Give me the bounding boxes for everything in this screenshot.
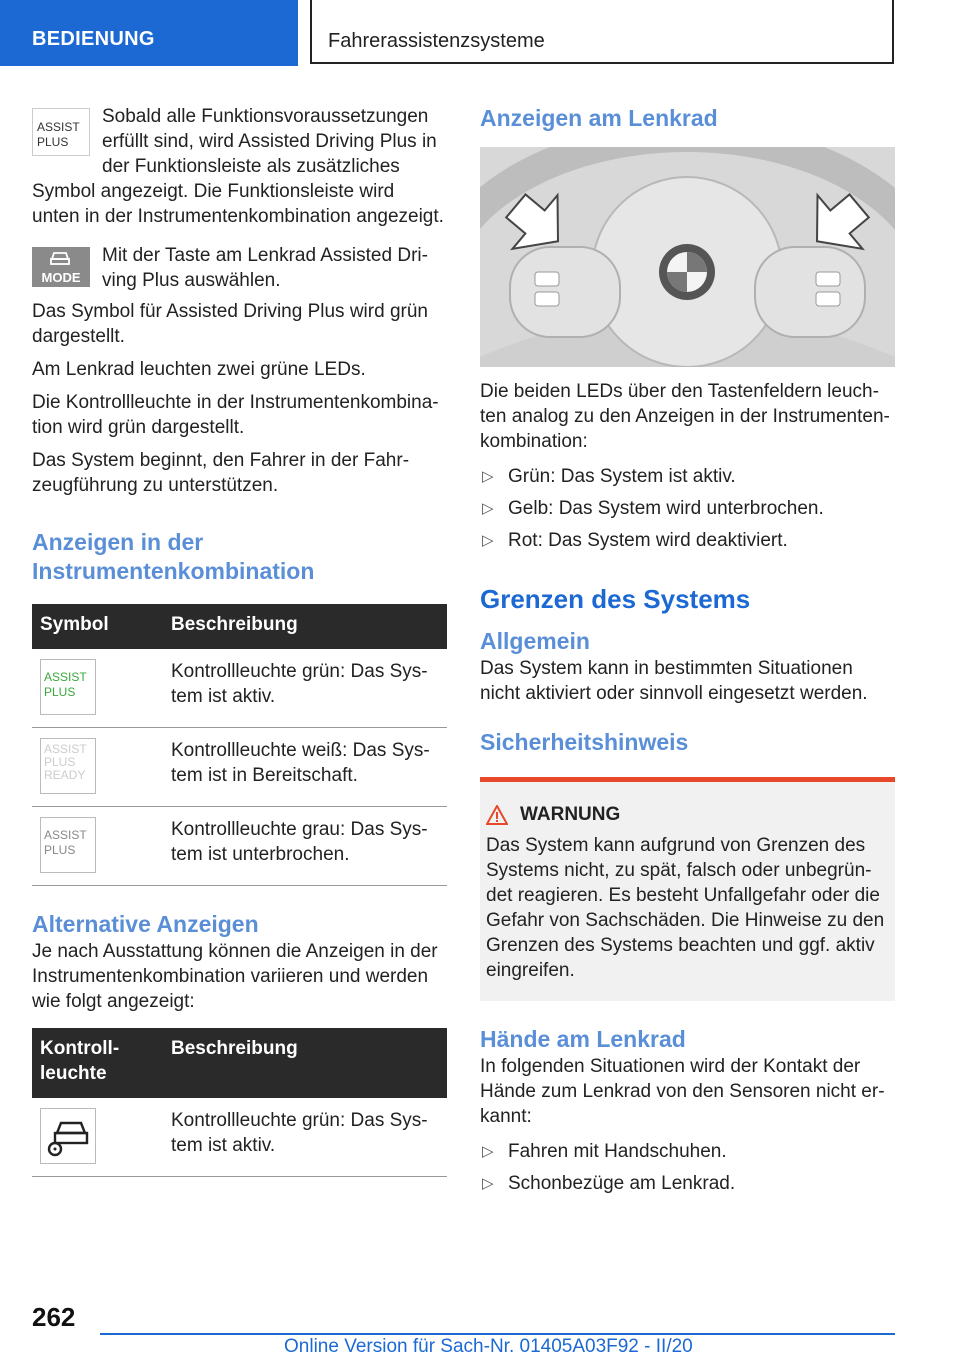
heading-general: Allgemein	[480, 628, 590, 654]
assist-plus-green-icon	[40, 659, 96, 715]
mode-paragraph: Mit der Taste am Lenkrad Assisted Driving Plus auswählen.	[102, 245, 428, 291]
table-row	[32, 1098, 447, 1177]
list-item	[480, 496, 895, 521]
icon-text: READY	[44, 768, 86, 782]
row-description: Kontrollleuchte weiß: Das System ist in Bereitschaft.	[163, 728, 447, 807]
list-item-text: Fahren mit Handschuhen.	[508, 1141, 727, 1162]
table-row	[32, 649, 447, 728]
table-header-symbol: Symbol	[32, 604, 163, 649]
paragraph-2: Am Lenkrad leuchten zwei grüne LEDs.	[32, 359, 366, 380]
heading-safety-note: Sicherheitshinweis	[480, 729, 689, 755]
list-item-text: Rot: Das System wird deaktiviert.	[508, 530, 788, 551]
assist-plus-icon	[32, 108, 90, 156]
list-item-text: Schonbezüge am Lenkrad.	[508, 1173, 736, 1194]
hands-on-wheel-icon	[40, 1108, 96, 1164]
list-item-text: Grün: Das System ist aktiv.	[508, 466, 736, 487]
warning-text: Das System kann aufgrund von Grenzen des Systems nicht, zu spät, falsch oder unbegründet reagieren. Es besteht Unfallgefahr oder die Gefahr von Sachschäden. Die Hinweise zu den Grenzen des Systems beachten und ggf. aktiv eingreifen.	[486, 835, 885, 981]
list-item	[480, 1139, 895, 1164]
mode-button-icon	[32, 247, 90, 287]
warning-box	[480, 777, 895, 1001]
table-row	[32, 728, 447, 807]
table-header-indicator: Kontrollleuchte	[32, 1028, 163, 1098]
paragraph-3: Die Kontrollleuchte in der Instrumentenkombination wird grün dargestellt.	[32, 392, 439, 438]
heading-steering-display: Anzeigen am Lenkrad	[480, 105, 718, 131]
warning-title: WARNUNG	[520, 804, 621, 825]
led-list	[480, 464, 895, 553]
section-title: BEDIENUNG	[32, 28, 155, 50]
left-column	[32, 104, 447, 1177]
car-icon	[49, 250, 71, 266]
row-description: Kontrollleuchte grau: Das System ist unterbrochen.	[163, 807, 447, 886]
chapter-title: Fahrerassistenzsysteme	[328, 30, 545, 52]
list-item	[480, 464, 895, 489]
heading-alternative: Alternative Anzeigen	[32, 911, 259, 937]
icon-text: PLUS	[44, 843, 76, 857]
triangle-bullet-icon: ▷	[482, 532, 494, 549]
right-column	[480, 104, 895, 1203]
list-item-text: Gelb: Das System wird unterbrochen.	[508, 498, 824, 519]
table-alternative	[32, 1028, 447, 1177]
icon-text: ASSIST	[44, 828, 87, 842]
table-header-description: Beschreibung	[163, 604, 447, 649]
table-header-description: Beschreibung	[163, 1028, 447, 1098]
mode-label: MODE	[41, 270, 81, 285]
list-item	[480, 1171, 895, 1196]
list-item	[480, 528, 895, 553]
alternative-paragraph: Je nach Ausstattung können die Anzeigen in der Instrumentenkombination variieren und werden wie folgt angezeigt:	[32, 941, 438, 1012]
row-description: Kontrollleuchte grün: Das System ist aktiv.	[163, 1098, 447, 1177]
warning-triangle-icon	[486, 805, 508, 825]
hands-list	[480, 1139, 895, 1196]
triangle-bullet-icon: ▷	[482, 468, 494, 485]
warning-header	[486, 802, 887, 827]
heading-system-limits: Grenzen des Systems	[480, 584, 751, 614]
paragraph-4: Das System beginnt, den Fahrer in der Fahrzeugführung zu unterstützen.	[32, 450, 410, 496]
table-indicators	[32, 604, 447, 886]
triangle-bullet-icon: ▷	[482, 1143, 494, 1160]
chapter-tab	[310, 0, 894, 64]
icon-text: ASSIST	[44, 742, 87, 756]
heading-hands-on-wheel: Hände am Lenkrad	[480, 1026, 686, 1052]
car-steering-icon	[41, 1109, 95, 1163]
row-description: Kontrollleuchte grün: Das System ist aktiv.	[163, 649, 447, 728]
icon-text: PLUS	[44, 755, 76, 769]
icon-text: ASSIST	[44, 670, 87, 684]
assist-plus-gray-icon	[40, 817, 96, 873]
assist-icon-line1: ASSIST	[37, 120, 80, 134]
footer-divider	[100, 1333, 895, 1335]
footer-version-text: Online Version für Sach-Nr. 01405A03F92 - II/20	[284, 1336, 693, 1357]
led-paragraph: Die beiden LEDs über den Tastenfeldern leuchten analog zu den Anzeigen in der Instrumentenkombination:	[480, 381, 890, 452]
triangle-bullet-icon: ▷	[482, 1175, 494, 1192]
page-number: 262	[32, 1302, 76, 1332]
steering-wheel-image	[480, 147, 895, 367]
assist-plus-ready-icon	[40, 738, 96, 794]
general-paragraph: Das System kann in bestimmten Situationen nicht aktiviert oder sinnvoll eingesetzt werden.	[480, 658, 868, 704]
section-tab	[0, 0, 298, 66]
intro-paragraph: Sobald alle Funktionsvoraussetzungen erfüllt sind, wird Assisted Driving Plus in der Funktionsleiste als zusätzliches Symbol angezeigt. Die Funktionsleiste wird unten in der Instrumentenkombination angezeigt.	[32, 106, 444, 227]
assist-icon-line2: PLUS	[37, 135, 69, 149]
table-row	[32, 807, 447, 886]
steering-wheel-illustration	[480, 147, 895, 367]
icon-text: PLUS	[44, 685, 76, 699]
hands-paragraph: In folgenden Situationen wird der Kontakt der Hände zum Lenkrad von den Sensoren nicht erkannt:	[480, 1056, 885, 1127]
paragraph-1: Das Symbol für Assisted Driving Plus wird grün dargestellt.	[32, 301, 428, 347]
heading-instrument-display: Anzeigen in der Instrumentenkombination	[32, 529, 315, 584]
triangle-bullet-icon: ▷	[482, 500, 494, 517]
